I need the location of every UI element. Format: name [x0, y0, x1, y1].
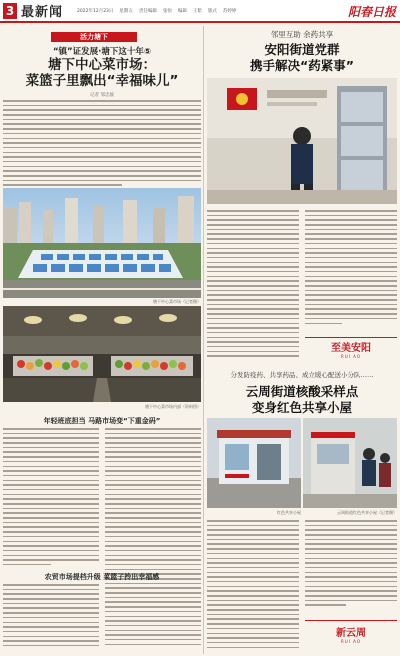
masthead — [0, 0, 400, 23]
subhead-1: 年轻班底担当 马路市场变“下重金码” — [43, 417, 161, 425]
copyeditor-label: 编辑 — [177, 8, 187, 14]
story1-body-col1 — [207, 210, 299, 362]
issue-weekday: 星期五 — [119, 8, 133, 14]
column-brand-yunzhou — [305, 624, 397, 644]
article-headline-line1: 塘下中心菜市场： — [48, 57, 156, 73]
brand2-title: 新云周 — [336, 628, 366, 639]
story1-headline-line1: 安阳街道党群 — [264, 42, 340, 57]
market-aerial-photo — [3, 188, 201, 298]
section-title: 最新闻 — [21, 5, 64, 20]
brand2-subtitle: RUI AO — [341, 639, 361, 644]
story1-headline-line2: 携手解决“药紧事” — [250, 58, 354, 73]
right-articles — [207, 26, 397, 654]
article-byline: 记者 邹忠骏 — [90, 93, 114, 98]
issue-date: 2022年12月23日 — [77, 8, 114, 14]
photo1-caption: 塘下中心菜市场（记者摄） — [153, 299, 201, 304]
story2-kicker: 分发防疫药、共享药品、成立暖心配送小分队…… — [230, 371, 374, 379]
column-divider — [203, 26, 204, 654]
section-tag: 活力塘下 — [51, 32, 137, 42]
article-kicker: “镇”证发展·塘下这十年⑤ — [52, 47, 152, 57]
story1-body-col2 — [305, 210, 397, 332]
photo-caption-a: 红色共享小屋 — [277, 510, 301, 515]
layout-name: 苏婷婷 — [222, 8, 237, 14]
editor-name: 张恒 — [162, 8, 172, 14]
column-brand-anyang — [305, 339, 397, 359]
brand-rule-1 — [305, 337, 397, 338]
article-headline-line2: 菜篮子里飘出“幸福味儿” — [25, 73, 179, 89]
brand-subtitle: RUI AO — [341, 354, 361, 359]
article-body-part3 — [3, 584, 99, 654]
story2-headline-line2: 变身红色共享小屋 — [251, 400, 352, 415]
article-body-part1 — [3, 428, 99, 568]
layout-label: 版式 — [207, 8, 217, 14]
brand-title: 至美安阳 — [331, 343, 371, 354]
brand-rule-2 — [305, 620, 397, 621]
page-number: 3 — [3, 3, 17, 19]
market-interior-photo — [3, 306, 201, 402]
paper-logo: 阳春日报 — [347, 5, 396, 19]
copyeditor-name: 王紫 — [192, 8, 202, 14]
article-lead-text — [3, 100, 201, 186]
share-hut-photo-left — [207, 418, 301, 508]
subhead-2: 农贸市场提档升级 菜篮子拎出幸福感 — [44, 573, 160, 581]
medicine-sharing-photo — [207, 78, 397, 204]
photo2-caption: 塘下中心菜市场内部（资料图） — [145, 404, 201, 409]
story1-kicker: 邻里互助 余药共享 — [270, 30, 334, 39]
article-body-part2 — [105, 428, 201, 654]
editor-label: 责任编辑 — [138, 8, 157, 14]
issue-meta — [77, 8, 236, 14]
share-hut-photo-right — [303, 418, 397, 508]
story2-body-col1 — [207, 520, 299, 654]
story2-body-col2 — [305, 520, 397, 614]
photo-caption-b: 云周街道红色共享小屋（记者摄） — [337, 510, 397, 515]
left-article — [3, 26, 201, 654]
story2-headline-line1: 云周街道核酸采样点 — [245, 384, 359, 399]
